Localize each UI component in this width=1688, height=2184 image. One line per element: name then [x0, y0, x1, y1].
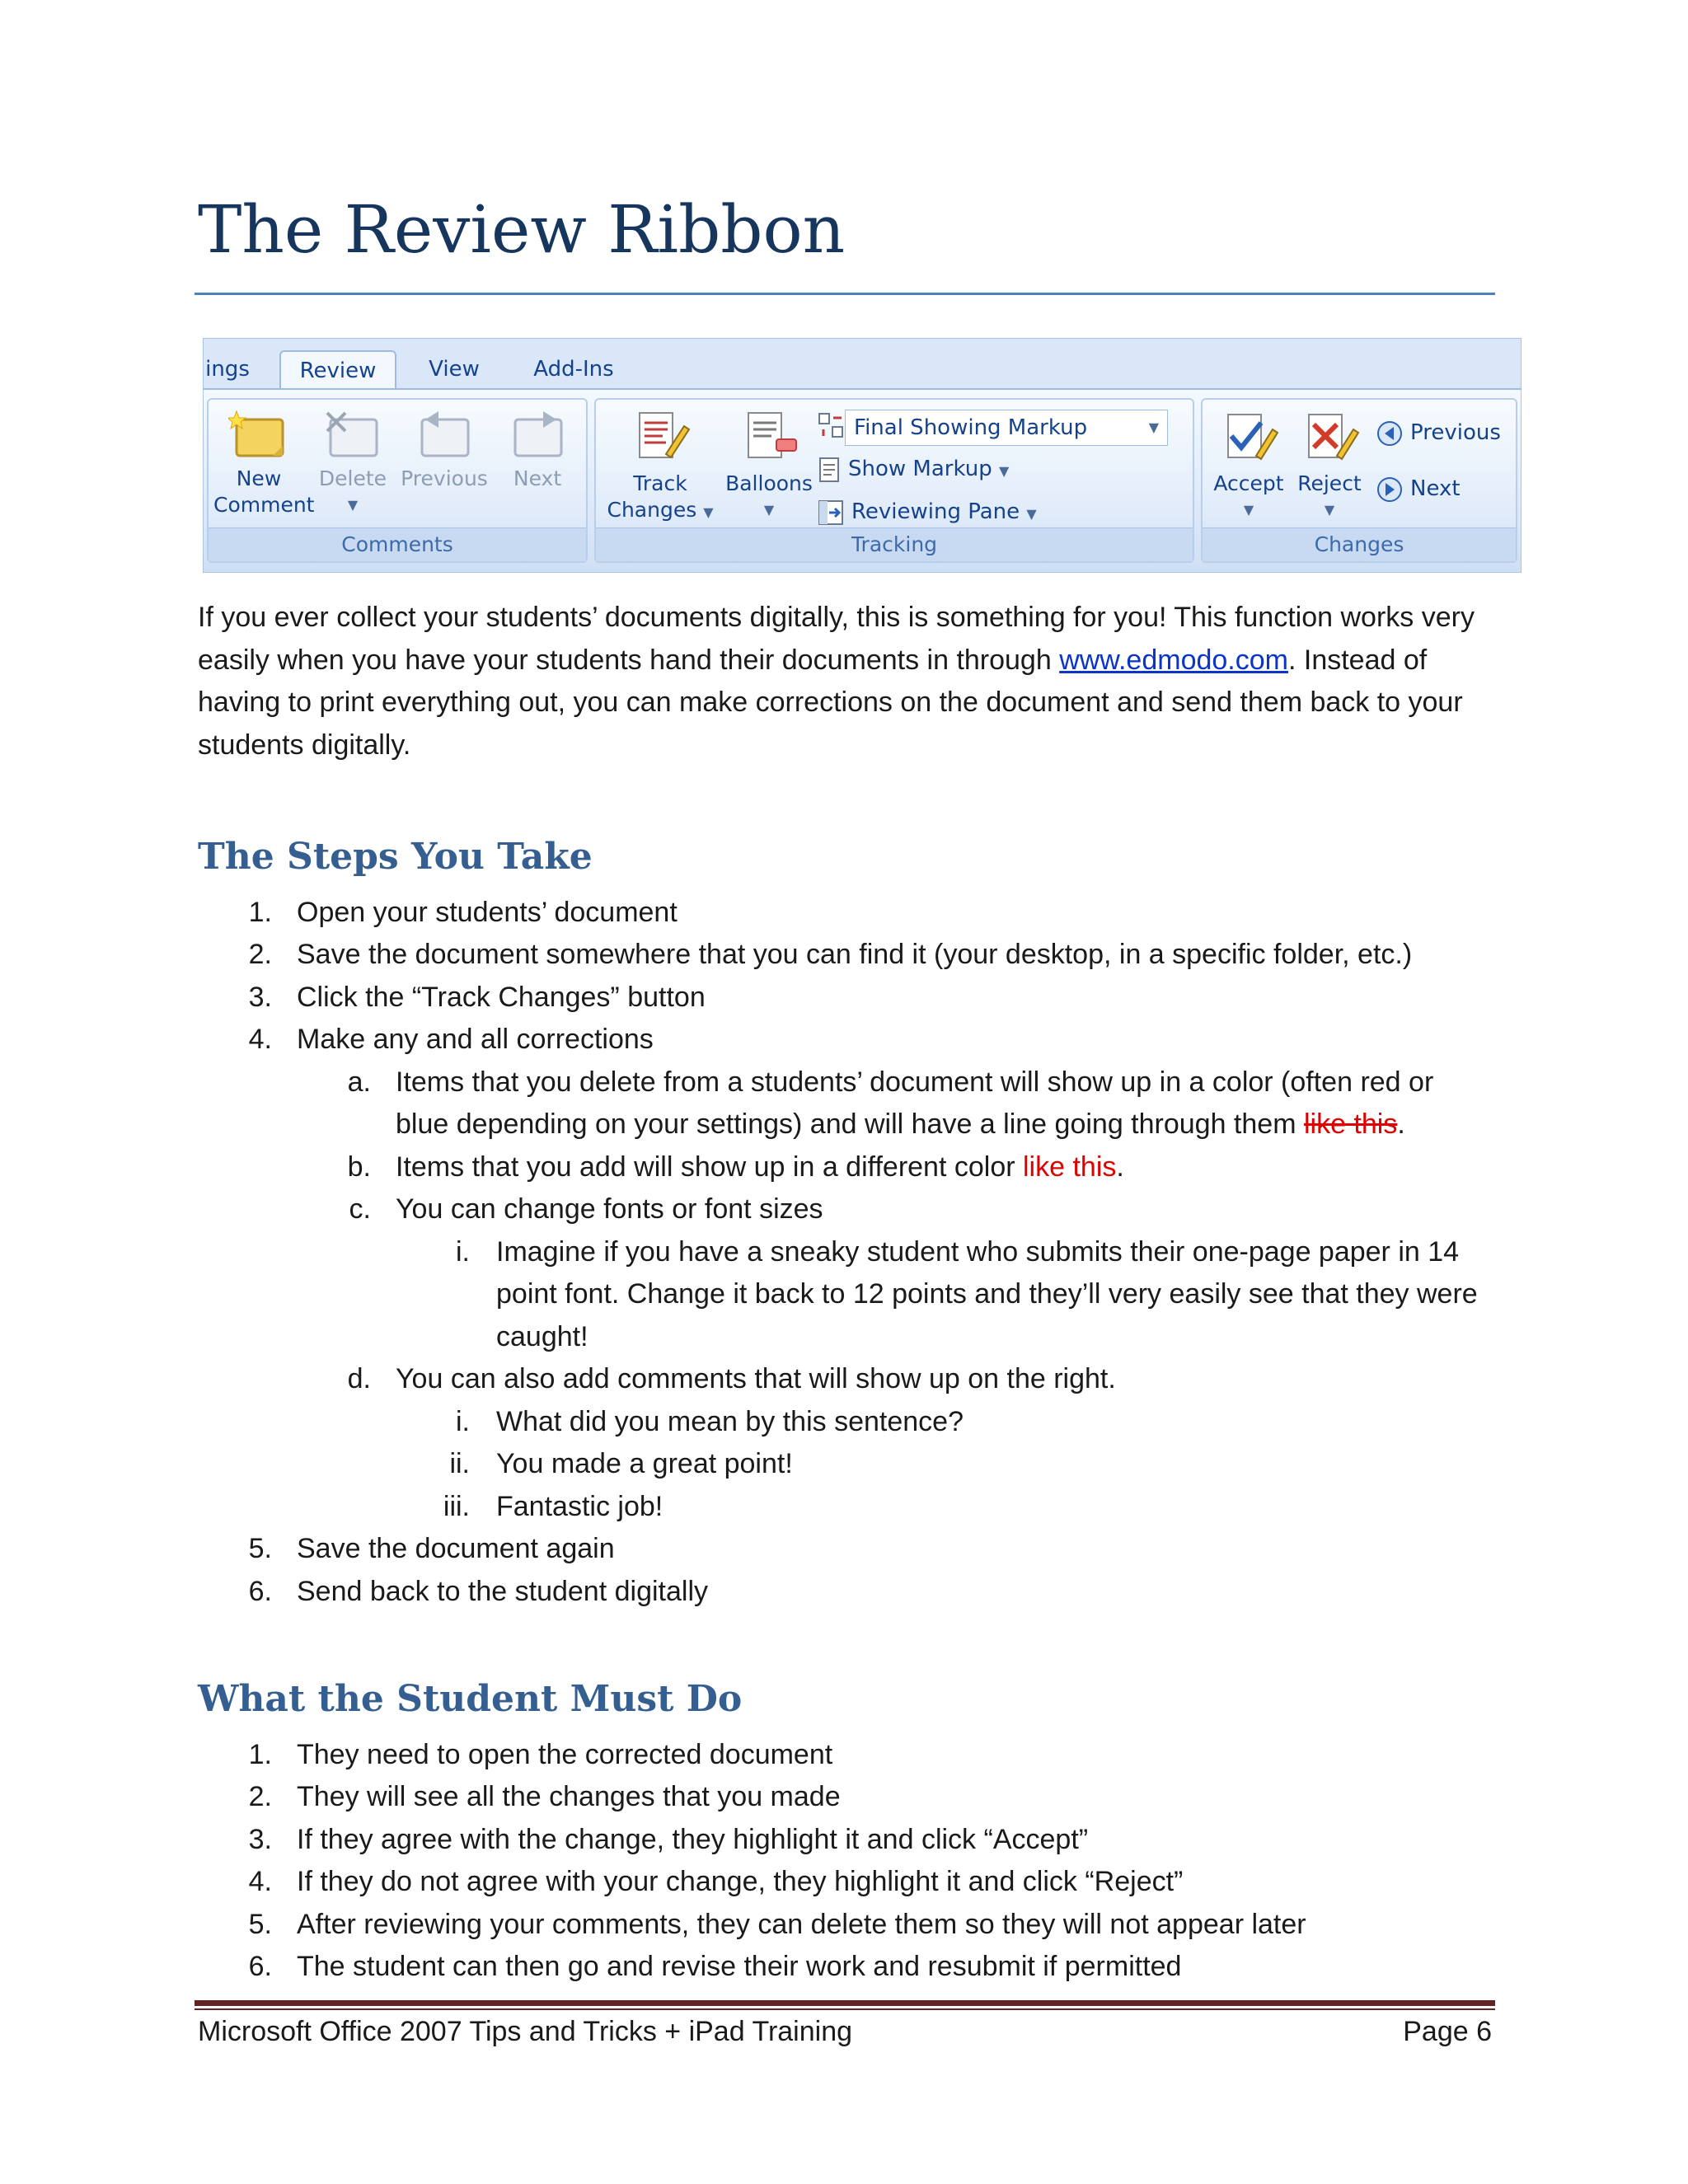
new-comment-icon: [228, 408, 289, 461]
list-text: You can also add comments that will show up on the right.: [396, 1363, 1116, 1394]
balloons-dropdown-caret: ▼: [763, 502, 775, 518]
list-text: Imagine if you have a sneaky student who submits their one-page paper in 14: [496, 1236, 1460, 1268]
comments-group: [207, 398, 588, 563]
title-underline: [195, 293, 1495, 295]
list-roman: i.: [456, 1406, 470, 1437]
intro-paragraph: [198, 597, 1500, 766]
reject-button[interactable]: [1292, 408, 1367, 523]
show-markup-icon: [817, 456, 842, 484]
list-text: caught!: [496, 1321, 588, 1352]
list-text: Click the “Track Changes” button: [297, 982, 706, 1013]
list-number: 5.: [248, 1909, 272, 1940]
list-text: You made a great point!: [496, 1448, 793, 1479]
tracking-group: [594, 398, 1194, 563]
display-for-review-dropdown[interactable]: [845, 410, 1168, 446]
list-text: Send back to the student digitally: [297, 1576, 708, 1607]
tab-view[interactable]: View: [429, 357, 480, 382]
track-changes-label-1: Track: [633, 471, 687, 495]
new-comment-button[interactable]: [213, 408, 315, 518]
list-number: 2.: [248, 1781, 272, 1812]
previous-change-button[interactable]: [1376, 416, 1501, 449]
red-text-example: like this: [1023, 1151, 1117, 1183]
list-text: .: [1397, 1108, 1405, 1140]
footer-rule-thick: [195, 2000, 1495, 2006]
list-text: Fantastic job!: [496, 1491, 663, 1522]
intro-text-after-link: . Instead of having to print everything out, you can make corrections on the document and send them back to your students digitally.: [198, 644, 1463, 761]
reviewing-pane-chevron-icon: ▼: [1026, 506, 1037, 522]
page-title: The Review Ribbon: [198, 191, 846, 268]
next-comment-label: Next: [513, 466, 562, 490]
section-heading-student: What the Student Must Do: [198, 1678, 743, 1720]
list-letter: c.: [349, 1193, 371, 1225]
list-text: blue depending on your settings) and will have a line going through them: [396, 1108, 1304, 1140]
list-number: 4.: [248, 1024, 272, 1055]
previous-change-label: Previous: [1410, 420, 1501, 445]
reject-icon: [1299, 408, 1360, 466]
reviewing-pane-label: Reviewing Pane: [851, 499, 1020, 524]
next-change-label: Next: [1410, 476, 1461, 501]
ribbon-tab-strip: [204, 339, 1521, 388]
changes-group: [1201, 398, 1517, 563]
accept-label: Accept: [1213, 471, 1284, 495]
list-number: 5.: [248, 1533, 272, 1564]
previous-comment-icon: [414, 408, 475, 461]
list-text: If they agree with the change, they highlight it and click “Accept”: [297, 1824, 1089, 1855]
reviewing-pane-button[interactable]: [817, 495, 1037, 531]
balloons-label: Balloons: [725, 471, 813, 495]
strikethrough-example: like this: [1303, 1108, 1398, 1140]
changes-group-label: Changes: [1203, 527, 1516, 561]
track-changes-button[interactable]: [603, 408, 718, 526]
tab-add-ins[interactable]: Add-Ins: [533, 357, 614, 382]
list-roman: ii.: [449, 1448, 470, 1479]
previous-comment-button[interactable]: [398, 408, 490, 492]
edmodo-link[interactable]: www.edmodo.com: [1059, 644, 1288, 676]
list-number: 6.: [248, 1576, 272, 1607]
list-text: Save the document somewhere that you can find it (your desktop, in a specific folder, etc.): [297, 939, 1413, 970]
list-number: 1.: [248, 1739, 272, 1770]
track-changes-label-2: Changes: [607, 498, 697, 522]
reject-dropdown-caret: ▼: [1324, 502, 1335, 518]
list-text: Make any and all corrections: [297, 1024, 654, 1055]
list-number: 3.: [248, 982, 272, 1013]
list-text: .: [1116, 1151, 1124, 1183]
reject-label: Reject: [1297, 471, 1362, 495]
show-markup-button[interactable]: [817, 452, 1009, 488]
previous-change-icon: [1376, 419, 1404, 448]
ribbon-body: [204, 388, 1521, 573]
list-text: Open your students’ document: [297, 897, 678, 928]
list-text: If they do not agree with your change, they highlight it and click “Reject”: [297, 1866, 1184, 1897]
list-text: They need to open the corrected document: [297, 1739, 833, 1770]
track-changes-dropdown-caret: ▼: [703, 504, 714, 520]
list-text: The student can then go and revise their work and resubmit if permitted: [297, 1951, 1182, 1982]
next-comment-button[interactable]: [500, 408, 574, 492]
list-text-line: [396, 1104, 1405, 1146]
list-number: 3.: [248, 1824, 272, 1855]
delete-dropdown-caret: ▼: [347, 497, 359, 513]
section-heading-steps: The Steps You Take: [198, 836, 593, 878]
list-text: What did you mean by this sentence?: [496, 1406, 964, 1437]
reviewing-pane-icon: [817, 499, 845, 527]
page-number: Page 6: [1403, 2016, 1492, 2047]
list-number: 4.: [248, 1866, 272, 1897]
next-change-button[interactable]: [1376, 472, 1461, 505]
intro-text-before-link: If you ever collect your students’ documents digitally, this is something for you! This function works very easily when you have your students hand their documents in through: [198, 602, 1475, 676]
list-text: They will see all the changes that you made: [297, 1781, 841, 1812]
balloons-icon: [738, 408, 799, 466]
list-text: You can change fonts or font sizes: [396, 1193, 823, 1225]
list-number: 2.: [248, 939, 272, 970]
list-text: Save the document again: [297, 1533, 615, 1564]
comments-group-label: Comments: [209, 527, 586, 561]
accept-dropdown-caret: ▼: [1243, 502, 1254, 518]
footer-title: Microsoft Office 2007 Tips and Tricks + iPad Training: [198, 2016, 853, 2047]
display-mode-value: Final Showing Markup: [854, 415, 1088, 440]
list-roman: iii.: [443, 1491, 470, 1522]
delete-comment-icon: [322, 408, 383, 461]
delete-label: Delete: [318, 466, 387, 490]
list-text: Items that you delete from a students’ document will show up in a color (often red or: [396, 1066, 1434, 1098]
delete-comment-button[interactable]: [316, 408, 390, 518]
list-roman: i.: [456, 1236, 470, 1268]
list-text: point font. Change it back to 12 points and they’ll very easily see that they were: [496, 1278, 1478, 1310]
show-markup-label: Show Markup: [848, 457, 992, 481]
review-ribbon: [203, 338, 1522, 573]
list-letter: d.: [347, 1363, 371, 1394]
show-markup-chevron-icon: ▼: [998, 463, 1010, 479]
new-comment-label-1: New: [236, 466, 282, 490]
next-change-icon: [1376, 476, 1404, 504]
tab-mailings[interactable]: ings: [205, 357, 250, 382]
new-comment-label-2: Comment: [213, 493, 315, 517]
footer-rule-thin: [195, 2008, 1495, 2010]
next-comment-icon: [507, 408, 568, 461]
accept-button[interactable]: [1207, 408, 1290, 523]
balloons-button[interactable]: [718, 408, 820, 523]
accept-icon: [1218, 408, 1279, 466]
display-mode-chevron-icon: ▼: [1148, 419, 1159, 435]
track-changes-icon: [630, 408, 691, 466]
list-number: 6.: [248, 1951, 272, 1982]
list-text: Items that you add will show up in a different color: [396, 1151, 1023, 1183]
display-for-review-icon: [817, 411, 845, 439]
tracking-group-label: Tracking: [596, 527, 1193, 561]
tab-review[interactable]: Review: [279, 350, 396, 388]
previous-comment-label: Previous: [401, 466, 488, 490]
list-text-line: [396, 1146, 1124, 1189]
list-text: After reviewing your comments, they can delete them so they will not appear later: [297, 1909, 1306, 1940]
list-number: 1.: [248, 897, 272, 928]
list-letter: a.: [347, 1066, 371, 1098]
list-letter: b.: [347, 1151, 371, 1183]
